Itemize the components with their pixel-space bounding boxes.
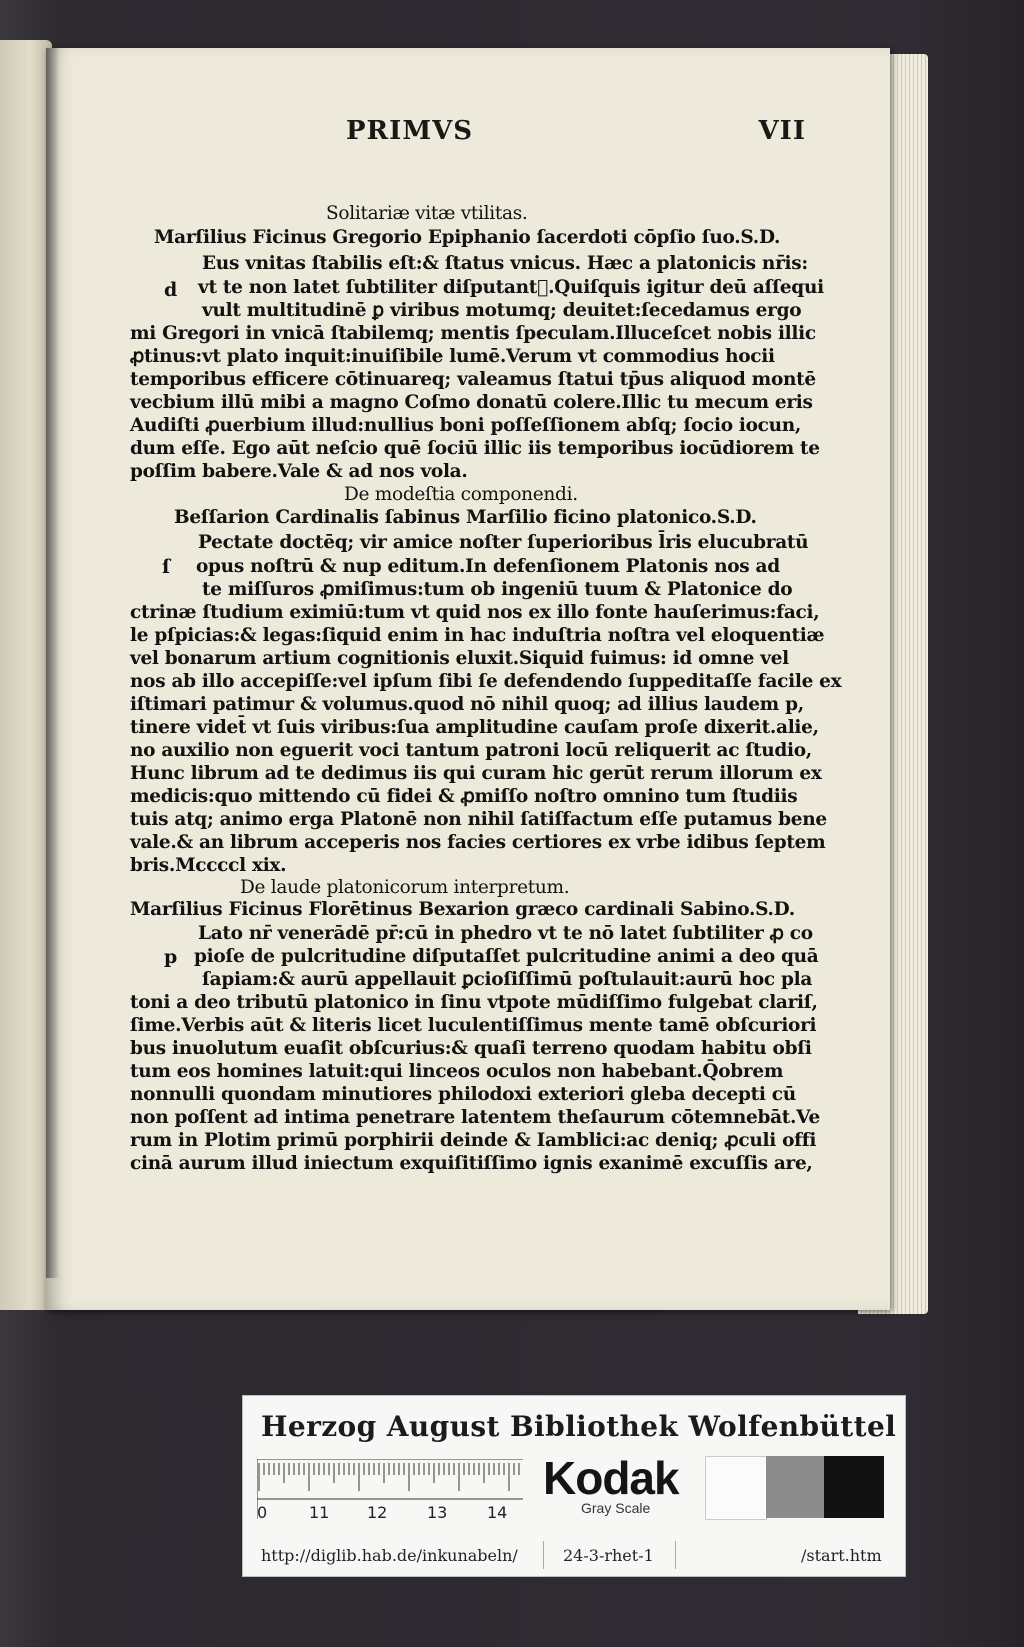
kodak-logo: Kodak (543, 1452, 679, 1504)
text-line: medicis:quo mittendo cū fidei & ꝓmiſſo noſtro omnino tum ſtudiis (130, 786, 798, 807)
url-separator (543, 1541, 544, 1569)
text-line: tuis atq; animo erga Platonē non nihil ſatiſfactum eſſe putamus bene (130, 809, 827, 830)
section-heading: De modeſtia componendi. (344, 484, 578, 505)
text-line: ſapiam:& aurū appellauit ꝑcioſiſſimū poſtulauit:aurū hoc pla (202, 969, 813, 990)
ruler-number: 14 (487, 1503, 508, 1522)
url-right: /start.htm (801, 1546, 882, 1565)
text-line: Lato nr̄ venerādē pr̄:cū in phedro vt te nō latet ſubtiliter ꝓ co (198, 923, 813, 944)
color-calibration-target (242, 1395, 906, 1577)
text-line: iſtimari patimur & volumus.quod nō nihil quoq; ad illius laudem p, (130, 694, 804, 715)
text-line: vale.& an librum acceperis nos facies certiores ex vrbe idibus ſeptem (130, 832, 826, 853)
ruler-number: 11 (309, 1503, 330, 1522)
text-line: Marſilius Ficinus Gregorio Epiphanio ſacerdoti cōpſio ſuo.S.D. (154, 227, 781, 248)
text-line: Beſſarion Cardinalis ſabinus Marſilio ficino platonico.S.D. (174, 507, 757, 528)
section-heading: Solitariæ vitæ vtilitas. (326, 203, 528, 224)
gray-scale-label: Gray Scale (581, 1500, 651, 1516)
library-name: Herzog August Bibliothek Wolfenbüttel (261, 1410, 897, 1443)
url-left: http://diglib.hab.de/inkunabeln/ (261, 1546, 518, 1565)
text-line: opus noſtrū & nup editum.In defenſionem Platonis nos ad (196, 556, 780, 577)
text-line: mi Gregori in vnicā ſtabilemq; mentis ſpeculam.Illuceſcet nobis illic (130, 323, 816, 344)
text-line: bris.Mccccl xix. (130, 855, 287, 876)
gutter-shadow (46, 48, 60, 1278)
text-line: poſſim babere.Vale & ad nos vola. (130, 461, 468, 482)
url-middle: 24-3-rhet-1 (563, 1546, 654, 1565)
gray-swatch-mid (766, 1456, 824, 1518)
text-line: bus inuolutum euaſit obſcurius:& quaſi terreno quodam habitu obſi (130, 1038, 812, 1059)
section-heading: De laude platonicorum interpretum. (240, 877, 570, 898)
folio-number: VII (758, 116, 806, 146)
facing-page-edge (0, 40, 52, 1310)
measurement-ruler (257, 1459, 523, 1519)
text-line: Eus vnitas ſtabilis eſt:& ſtatus vnicus. Hæc a platonicis nr̄is: (202, 253, 808, 274)
text-line: toni a deo tributū platonico in ſinu vtpote mūdiſſimo fulgebat clariſ, (130, 992, 818, 1013)
gray-swatch-black (824, 1456, 884, 1518)
text-line: Marſilius Ficinus Florētinus Bexarion græco cardinali Sabino.S.D. (130, 899, 795, 920)
guide-letter-f: ſ (162, 556, 171, 578)
text-line: cinā aurum illud iniectum exquiſitiſſimo ignis exanimē excuſſis are, (130, 1153, 813, 1174)
text-line: Hunc librum ad te dedimus iis qui curam hic gerūt rerum illorum ex (130, 763, 822, 784)
text-line: le pſpicias:& legas:ſiquid enim in hac induſtria noſtra vel eloquentiæ (130, 625, 825, 646)
text-line: tum eos homines latuit:qui linceos oculos non habebant.Q̄obrem (130, 1061, 784, 1082)
text-line: temporibus efficere cōtinuareq; valeamus ſtatui tp̄us aliquod montē (130, 369, 816, 390)
text-line: ſime.Verbis aūt & literis licet luculentiſſimus mente tamē obſcuriori (130, 1015, 817, 1036)
running-head (346, 116, 806, 156)
ruler-number: 12 (367, 1503, 388, 1522)
text-line: vt te non latet ſubtiliter diſputantᷣ.Quiſquis igitur deū aſſequi (198, 277, 824, 298)
text-line: no auxilio non eguerit voci tantum patroni locū reliquerit ac ſtudio, (130, 740, 812, 761)
guide-letter-d: d (164, 279, 178, 301)
text-line: non poſſent ad intima penetrare latentem theſaurum cōtemnebāt.Ve (130, 1107, 820, 1128)
text-line: te miſſuros ꝓmiſimus:tum ob ingeniū tuum & Platonice do (202, 579, 793, 600)
text-line: vel bonarum artium cognitionis eluxit.Siquid fuimus: id omne vel (130, 648, 789, 669)
ruler-number: 13 (427, 1503, 448, 1522)
text-line: dum eſſe. Ego aūt neſcio quē ſociū illic iis temporibus iocūdiorem te (130, 438, 820, 459)
gray-swatch-white (705, 1456, 767, 1520)
text-line: ꝓtinus:vt plato inquit:inuiſibile lumē.Verum vt commodius hocii (130, 346, 775, 367)
text-line: vecbium illū mibi a magno Coſmo donatū colere.Illic tu mecum eris (130, 392, 813, 413)
text-line: vult multitudinē ꝑ viribus motumq; deuitet:ſecedamus ergo (202, 300, 802, 321)
url-separator (675, 1541, 676, 1569)
text-line: pioſe de pulcritudine diſputaſſet pulcritudine animi a deo quā (194, 946, 819, 967)
text-line: ctrinæ ſtudium eximiū:tum vt quid nos ex illo fonte hauſerimus:faci, (130, 602, 820, 623)
guide-letter-p: p (164, 946, 178, 968)
text-line: tinere videt̄ vt ſuis viribus:ſua amplitudine cauſam proſe dixerit.alie, (130, 717, 819, 738)
running-head-title: PRIMVS (346, 116, 474, 146)
text-line: nos ab illo accepiſſe:vel ipſum ſibi ſe defendendo ſuppeditaſſe facile ex (130, 671, 842, 692)
book-page (46, 48, 890, 1310)
text-line: Pectate doctēq; vir amice noſter ſuperioribus l̄ris elucubratū (198, 532, 809, 553)
text-line: nonnulli quondam minutiores philodoxi exteriori gleba decepti cū (130, 1084, 796, 1105)
text-line: rum in Plotim primū porphirii deinde & Iamblici:ac deniq; ꝓculi offi (130, 1130, 817, 1151)
text-line: Audiſti ꝓuerbium illud:nullius boni poſſeſſionem abſq; ſocio iocun, (130, 415, 802, 436)
ruler-number: 0 (257, 1503, 268, 1522)
